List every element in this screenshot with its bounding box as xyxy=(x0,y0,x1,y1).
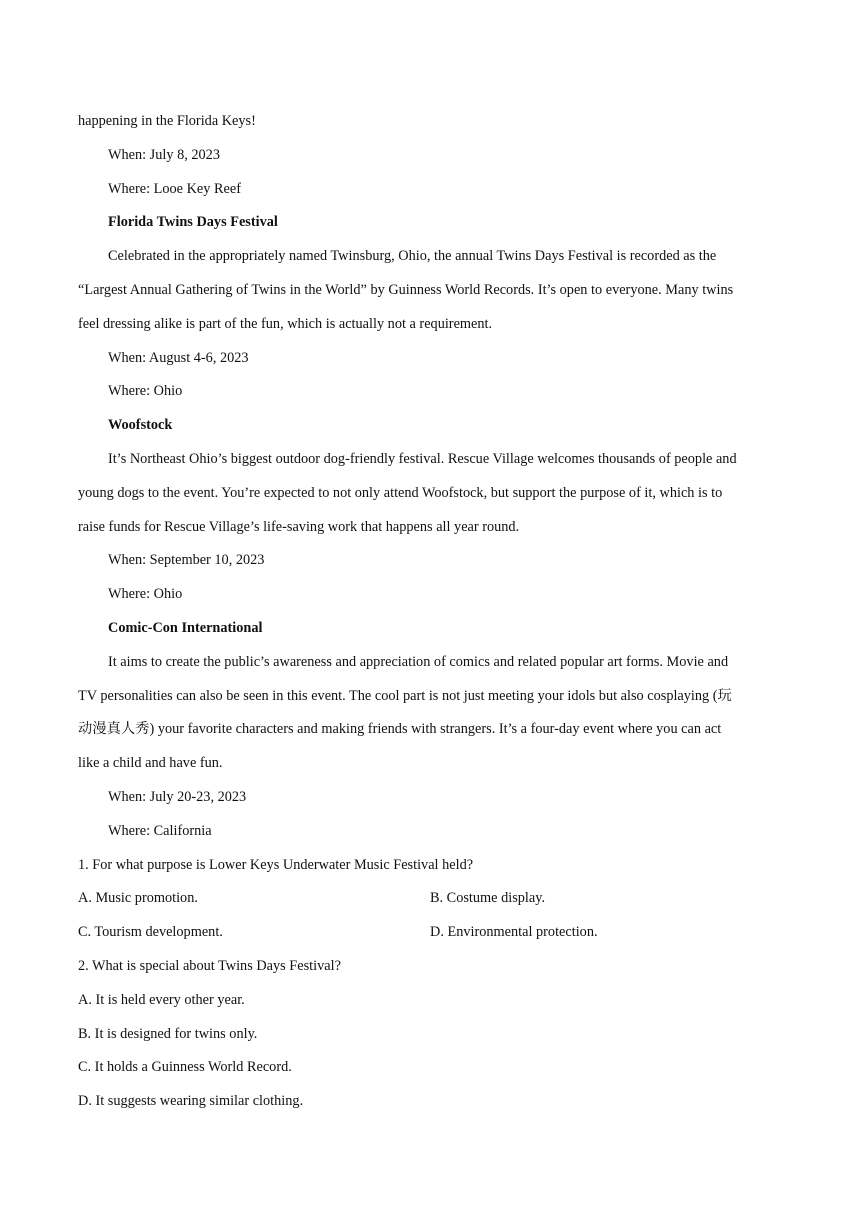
event4-when: When: July 20-23, 2023 xyxy=(108,788,247,805)
question2-option-d: D. It suggests wearing similar clothing. xyxy=(78,1093,304,1110)
question1-option-b: B. Costume display. xyxy=(430,890,546,907)
question1-option-c: C. Tourism development. xyxy=(78,924,223,941)
event2-where: Where: Ohio xyxy=(108,383,183,400)
question2-option-b: B. It is designed for twins only. xyxy=(78,1025,258,1042)
question1-options-row xyxy=(78,888,778,922)
event3-desc-line: young dogs to the event. You’re expected to not only attend Woofstock, but support the purpose of it, which is to xyxy=(78,484,723,501)
event3-where: Where: Ohio xyxy=(108,586,183,603)
question2-option-c: C. It holds a Guinness World Record. xyxy=(78,1059,292,1076)
question1-option-a: A. Music promotion. xyxy=(78,890,198,907)
event3-desc-line: It’s Northeast Ohio’s biggest outdoor dog-friendly festival. Rescue Village welcomes thousands of people and xyxy=(108,450,737,467)
event2-description xyxy=(78,246,778,347)
event4-desc-line: TV personalities can also be seen in this event. The cool part is not just meeting your idols but also cosplaying (玩 xyxy=(78,687,732,704)
event2-title: Florida Twins Days Festival xyxy=(108,214,278,231)
event4-where: Where: California xyxy=(108,822,212,839)
event3-description xyxy=(78,449,778,550)
event4-title: Comic-Con International xyxy=(108,619,263,636)
question1-option-d: D. Environmental protection. xyxy=(430,924,598,941)
question2-stem: 2. What is special about Twins Days Festival? xyxy=(78,957,341,974)
event2-desc-line: Celebrated in the appropriately named Twinsburg, Ohio, the annual Twins Days Festival is recorded as the xyxy=(108,248,717,265)
question1-options-row xyxy=(78,922,778,956)
event3-desc-line: raise funds for Rescue Village’s life-saving work that happens all year round. xyxy=(78,518,520,535)
event4-description xyxy=(78,652,778,787)
event4-desc-line: 动漫真人秀) your favorite characters and making friends with strangers. It’s a four-day event where you can act xyxy=(78,721,722,738)
event3-when: When: September 10, 2023 xyxy=(108,552,265,569)
question2-option-a: A. It is held every other year. xyxy=(78,991,245,1008)
event4-desc-line: like a child and have fun. xyxy=(78,755,223,772)
event2-desc-line: feel dressing alike is part of the fun, which is actually not a requirement. xyxy=(78,315,493,332)
event2-when: When: August 4-6, 2023 xyxy=(108,349,249,366)
event2-desc-line: “Largest Annual Gathering of Twins in the World” by Guinness World Records. It’s open to everyone. Many twins xyxy=(78,281,734,298)
event4-desc-line: It aims to create the public’s awareness and appreciation of comics and related popular art forms. Movie and xyxy=(108,653,729,670)
question1-stem: 1. For what purpose is Lower Keys Underwater Music Festival held? xyxy=(78,856,474,873)
page-content xyxy=(78,111,778,1125)
event1-when: When: July 8, 2023 xyxy=(108,146,220,163)
intro-tail-text: happening in the Florida Keys! xyxy=(78,113,256,129)
event1-where: Where: Looe Key Reef xyxy=(108,180,241,197)
event3-title: Woofstock xyxy=(108,417,173,434)
